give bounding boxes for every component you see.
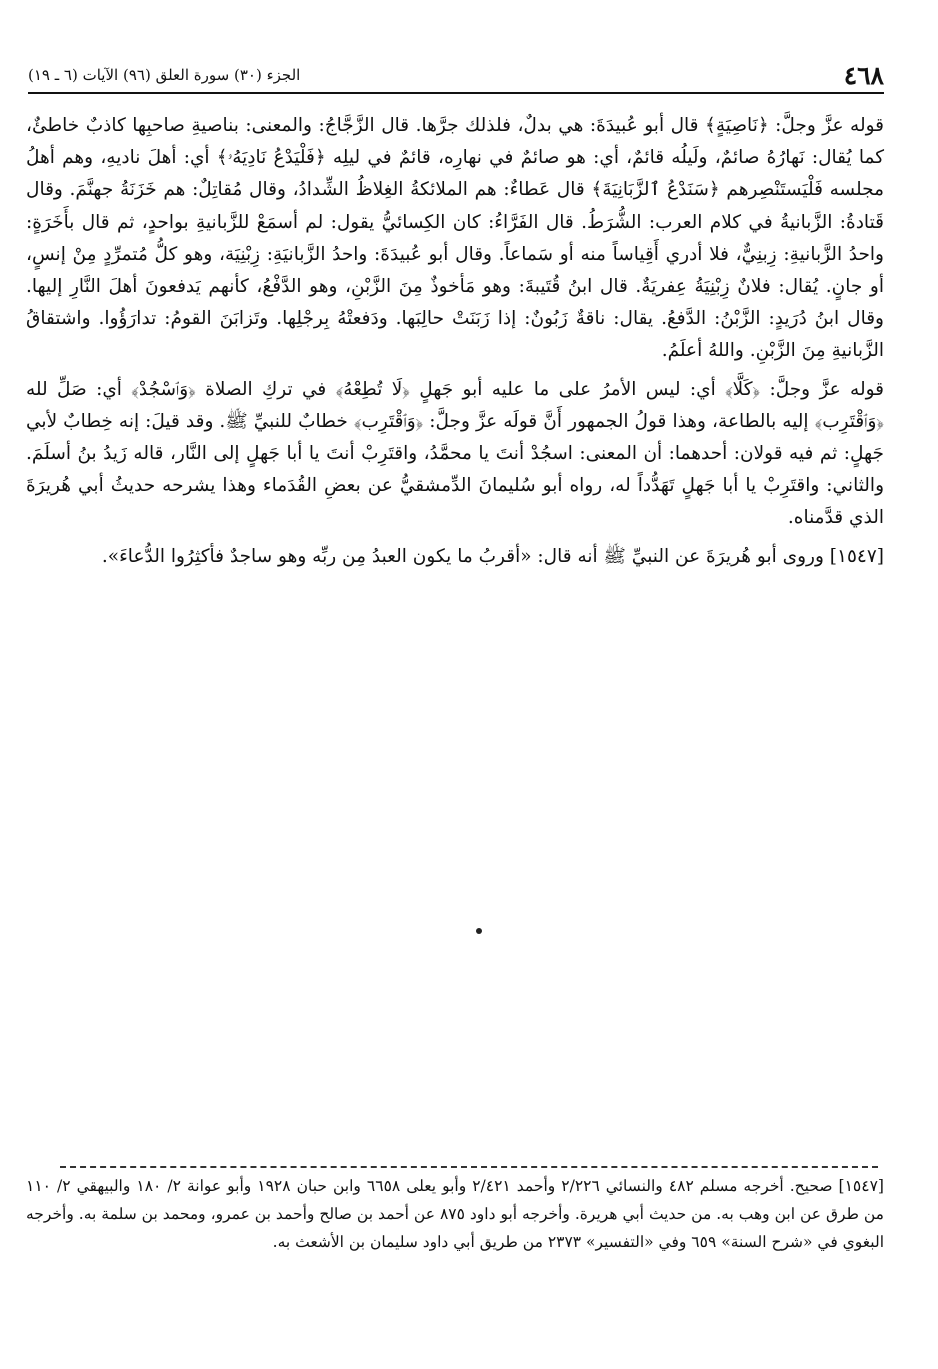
running-title: الجزء (٣٠) سورة العلق (٩٦) الآيات (٦ ـ ١٩) [28,66,301,84]
footnote-separator [60,1166,878,1168]
page-dot [476,928,482,934]
main-text [26,110,884,573]
footnotes [26,1172,884,1256]
page-header [28,58,884,94]
paragraph-hadith: [١٥٤٧] وروى أبو هُريرَةَ عن النبيِّ ﷺ أنه قال: «أقربُ ما يكون العبدُ مِن ربِّه وهو ساجدٌ فأكثِرُوا الدُّعاءَ». [101,545,884,567]
footnote-1547: [١٥٤٧] صحيح. أخرجه مسلم ٤٨٢ والنسائي ٢/٢٢٦ وأحمد ٢/٤٢١ وأبو يعلى ٦٦٥٨ وابن حبان ١٩٢٨ وأبو عوانة ٢/ ١٨٠ والبيهقي ٢/ ١١٠ من طرق عن ابن وهب به. من حديث أبي هريرة. وأخرجه أبو داود ٨٧٥ عن أحمد بن صالح وأحمد بن عمرو، ومحمد بن سلمة به. وأخرجه البغوي في «شرح السنة» ٦٥٩ وفي «التفسير» ٢٣٧٣ من طريق أبي داود سليمان بن الأشعث به. [26,1177,884,1251]
paragraph-commentary-2: قوله عزَّ وجلَّ: ﴿كَلَّا﴾ أي: ليس الأمرُ على ما عليه أبو جَهلٍ ﴿لَا تُطِعْهُ﴾ في تركِ الصلاة ﴿وَٱسْجُدْ﴾ أي: صَلِّ لله ﴿وَٱقْتَرِب﴾ إليه بالطاعة، وهذا قولُ الجمهور أَنَّ قولَه عزَّ وجلَّ: ﴿وَٱقْتَرِب﴾ خطابٌ للنبيِّ ﷺ. وقد قيلَ: إنه خِطابٌ لأبي جَهلٍ: ثم فيه قولان: أحدهما: أن المعنى: اسجُدْ أنتَ يا محمَّدُ، واقتَرِبْ أنتَ يا أبا جَهلٍ إلى النَّار، قاله زَيدُ بنُ أسلَمَ. والثاني: واقتَرِبْ يا أبا جَهلٍ تَهَدُّداً له، رواه أبو سُليمانَ الدِّمشقيُّ عن بعضِ القُدَماء وهذا يشرحه حديثُ أبي هُريرَةَ الذي قدَّمناه. [26,378,884,529]
page-number: ٤٦٨ [843,60,884,90]
paragraph-commentary-1: قوله عزَّ وجلَّ: ﴿نَاصِيَةٍ﴾ قال أبو عُبيدَةَ: هي بدلٌ، فلذلك جرَّها. قال الزَّجَّاجُ: والمعنى: بناصيةِ صاحبِها كاذبٌ خاطئٌ، كما يُقال: نَهارُهُ صائمٌ، ولَيلُه قائمٌ، أي: هو صائمٌ في نهارِه، قائمٌ في ليلِه ﴿فَلْيَدْعُ نَادِيَهُۥ﴾ أي: أهلَ ناديهِ، وهم أهلُ مجلسه فَلْيَستَنْصِرهم ﴿سَنَدْعُ ٱلزَّبَانِيَةَ﴾ قال عَطاءٌ: هم الملائكةُ الغِلاظُ الشِّدادُ، وقال مُقاتِلٌ: هم خَزَنَةُ جهنَّمَ. وقال قَتادةُ: الزَّبانيةُ في كلام العرب: الشُّرَطُ. قال الفَرَّاءُ: كان الكِسائيُّ يقول: لم أسمَعْ للزَّبانيةِ بواحدٍ، ثم قال بأَخَرَةٍ: واحدُ الزَّبانيةِ: زِبنِيٌّ، فلا أدري أَقِياساً منه أو سَماعاً. وقال أبو عُبيدَةَ: واحدُ الزَّبانيَةِ: زِبْنِيَة، وهو كلُّ مُتمرِّدٍ مِنْ إنسٍ، أو جانٍ. يُقال: فلانٌ زِبْنِيَةُ عِفريَةٌ. قال ابنُ قُتَيبةَ: وهو مَأخوذٌ مِنَ الزَّبْنِ، وهو الدَّفْعُ، كأنهم يَدفعونَ أهلَ النَّارِ إليها. وقال ابنُ دُرَيدٍ: الزَّبْنُ: الدَّفعُ. يقال: ناقةٌ زَبُونٌ: إذا زَبَنَتْ حالِبَها. ودَفعتْهُ بِرجْلِها. وتَزابَنَ القومُ: تدارَؤُوا. واشتقاقُ الزَّبانيةِ مِنَ الزَّبْنِ. واللهُ أعلَمُ. [26,115,884,362]
